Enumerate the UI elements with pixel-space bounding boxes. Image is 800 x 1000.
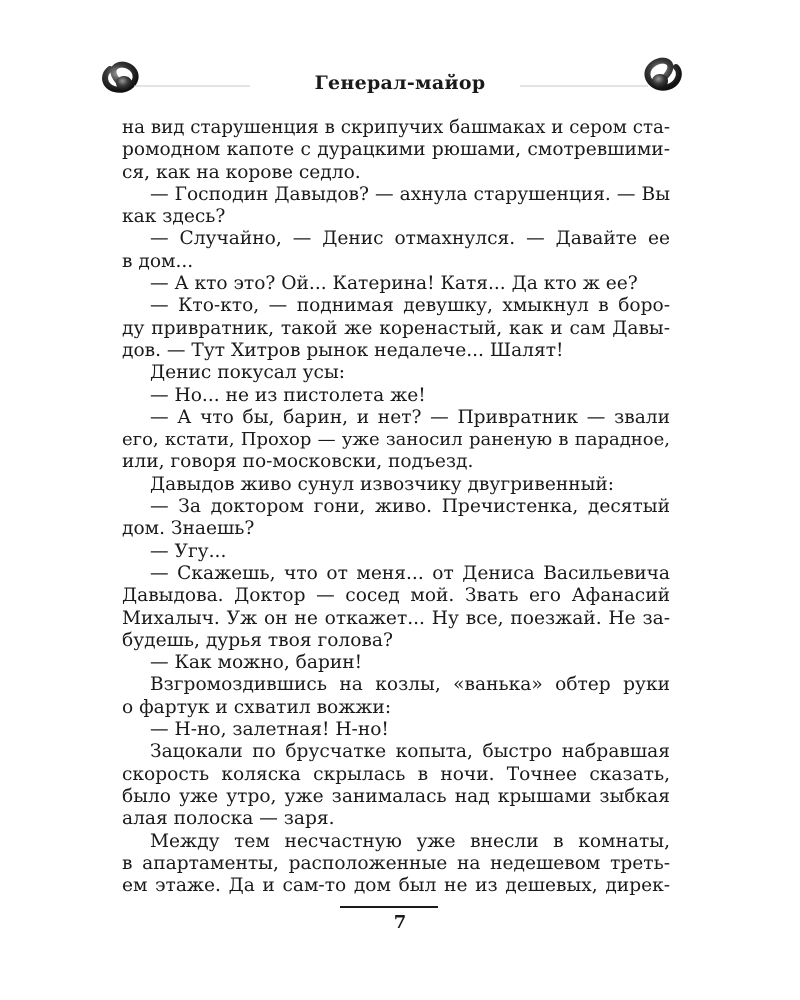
text-line: — А кто это? Ой... Катерина! Катя... Да кто ж ее? bbox=[150, 273, 638, 295]
text-line: будешь, дурья твоя голова? bbox=[122, 629, 393, 651]
page-number: 7 bbox=[393, 912, 407, 933]
text-line: — Но... не из пистолета же! bbox=[150, 384, 426, 406]
text-line: — Н-но, залетная! Н-но! bbox=[150, 719, 389, 741]
text-line: — Случайно, — Денис отмахнулся. — Давайте ее bbox=[150, 228, 670, 250]
text-line: ду привратник, такой же коренастый, как и сам Давы- bbox=[122, 317, 670, 339]
text-line: — Скажешь, что от меня... от Дениса Васильевича bbox=[150, 562, 670, 584]
text-line: скорость коляска скрылась в ночи. Точнее сказать, bbox=[122, 763, 670, 785]
body-text bbox=[122, 117, 670, 897]
text-line: его, кстати, Прохор — уже заносил раненую в парадное, bbox=[122, 429, 670, 451]
text-line: — Кто-кто, — поднимая девушку, хмыкнул в боро- bbox=[150, 295, 670, 317]
text-line: — А что бы, барин, и нет? — Привратник — звали bbox=[150, 406, 670, 428]
text-line: Давыдов живо сунул извозчику двугривенный: bbox=[150, 473, 615, 495]
text-line: дов. — Тут Хитров рынок недалече... Шалят! bbox=[122, 339, 564, 361]
text-line: о фартук и схватил вожжи: bbox=[122, 696, 392, 718]
text-line: — Господин Давыдов? — ахнула старушенция. — Вы bbox=[150, 183, 670, 205]
text-line: — Как можно, барин! bbox=[150, 652, 363, 674]
text-line: в дом... bbox=[122, 250, 194, 272]
text-line: или, говоря по-московски, подъезд. bbox=[122, 451, 474, 473]
text-line: ем этаже. Да и сам-то дом был не из дешевых, дирек- bbox=[122, 875, 670, 897]
text-line: как здесь? bbox=[122, 206, 226, 228]
text-line: Взгромоздившись на козлы, «ванька» обтер руки bbox=[150, 674, 670, 696]
text-line: на вид старушенция в скрипучих башмаках и сером ста- bbox=[122, 117, 670, 138]
text-line: алая полоска — заря. bbox=[122, 808, 335, 830]
text-line: в апартаменты, расположенные на недешевом треть- bbox=[122, 852, 670, 874]
text-line: Михалыч. Уж он не откажет... Ну все, поезжай. Не за- bbox=[122, 607, 670, 629]
running-header bbox=[0, 55, 800, 115]
text-line: — Угу... bbox=[150, 540, 227, 562]
text-line: ромодном капоте с дурацкими рюшами, смотревшими- bbox=[122, 139, 670, 161]
text-line: ся, как на корове седло. bbox=[122, 161, 361, 183]
text-line: Денис покусал усы: bbox=[150, 362, 346, 384]
text-line: Между тем несчастную уже внесли в комнаты, bbox=[150, 830, 670, 852]
text-line: дом. Знаешь? bbox=[122, 518, 255, 540]
text-line: было уже утро, уже занималась над крышами зыбкая bbox=[122, 785, 670, 807]
text-line: Давыдова. Доктор — сосед мой. Звать его Афанасий bbox=[122, 585, 670, 607]
footer-rule bbox=[340, 906, 438, 908]
text-line: Зацокали по брусчатке копыта, быстро набравшая bbox=[150, 741, 670, 763]
running-title: Генерал-майор bbox=[314, 72, 486, 94]
text-line: — За доктором гони, живо. Пречистенка, десятый bbox=[150, 496, 670, 518]
